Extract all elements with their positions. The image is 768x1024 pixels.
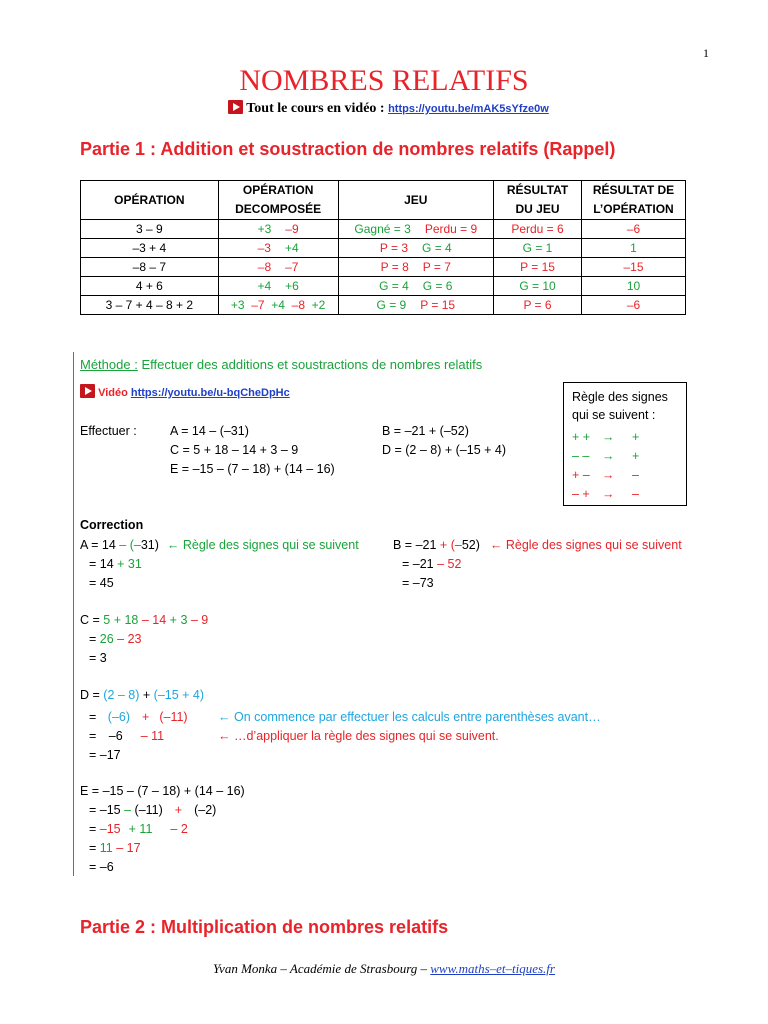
rule-item	[572, 466, 639, 485]
method-video-link[interactable]: https://youtu.be/u-bqCheDpHc	[130, 387, 290, 399]
correction-e-line	[89, 822, 188, 836]
decomposed-cell	[218, 220, 338, 239]
table-header-row	[81, 181, 686, 220]
rule-item	[572, 428, 639, 447]
methode-text: Effectuer des additions et soustractions de nombres relatifs	[137, 357, 483, 372]
page-number: 1	[703, 46, 709, 60]
expr-part: B = –21	[393, 538, 440, 552]
expr-part: + 31	[117, 557, 142, 571]
rule-arrow: →	[602, 449, 615, 463]
correction-a-line	[89, 557, 142, 571]
game-cell	[338, 277, 493, 296]
op-cell: –3 + 4	[81, 239, 219, 258]
game-result-cell: P = 6	[494, 296, 582, 315]
table-row	[81, 239, 686, 258]
method-video-line	[80, 384, 290, 399]
expr-part: +	[174, 803, 183, 817]
expr-part: – 52	[437, 557, 462, 571]
correction-b-line	[393, 538, 682, 552]
decomposed-term: –7	[251, 298, 265, 312]
expr-part: (–6)	[107, 710, 131, 724]
footer-link[interactable]: www.maths–et–tiques.fr	[430, 961, 555, 976]
op-cell: 4 + 6	[81, 277, 219, 296]
rule-result: +	[632, 449, 640, 463]
expr-part: + 3	[166, 613, 188, 627]
correction-b-line: = –73	[402, 576, 434, 590]
game-result-cell: G = 10	[494, 277, 582, 296]
expr-part: –6	[108, 729, 123, 743]
expr-part: D =	[80, 688, 104, 702]
game-result-cell: Perdu = 6	[494, 220, 582, 239]
exercise-e: E = –15 – (7 – 18) + (14 – 16)	[170, 462, 335, 476]
rule-arrow: →	[602, 430, 615, 444]
expr-part: (–15 + 4)	[153, 688, 205, 702]
rule-result: –	[632, 487, 639, 501]
correction-c-line	[89, 632, 142, 646]
correction-b-line	[402, 557, 461, 571]
sign-rule-box	[563, 382, 687, 506]
correction-a-line: = 45	[89, 576, 114, 590]
play-video-icon[interactable]	[228, 100, 243, 114]
correction-d-line: = –17	[89, 748, 121, 762]
game-term: P = 8	[380, 260, 409, 274]
partie1-heading: Partie 1 : Addition et soustraction de nombres relatifs (Rappel)	[80, 139, 616, 159]
course-video-line	[228, 100, 549, 117]
expr-part: 5 + 18	[103, 613, 139, 627]
game-term: P = 3	[379, 241, 409, 255]
expr-part: =	[89, 729, 100, 743]
expr-part: (–11)	[159, 710, 188, 724]
correction-e-line	[89, 841, 141, 855]
rule-arrow: →	[602, 487, 615, 501]
rule-signs: + –	[572, 468, 590, 482]
game-term: G = 4	[422, 241, 452, 255]
game-cell	[338, 239, 493, 258]
expr-part: – 17	[112, 841, 141, 855]
decomposed-term: –9	[285, 222, 299, 236]
exercise-b: B = –21 + (–52)	[382, 424, 469, 438]
header-resultat-jeu: RÉSULTAT DU JEU	[494, 181, 582, 220]
d-note-parentheses: ← On commence par effectuer les calculs entre parenthèses avant…	[218, 710, 601, 724]
decomposed-cell	[218, 258, 338, 277]
decomposed-cell	[218, 277, 338, 296]
game-cell	[338, 258, 493, 277]
operation-result-cell: –6	[582, 220, 686, 239]
expr-part: 52)	[461, 538, 480, 552]
header-operation: OPÉRATION	[81, 181, 219, 220]
expr-part: – 2	[170, 822, 188, 836]
decomposed-term: –3	[257, 241, 271, 255]
op-cell: 3 – 7 + 4 – 8 + 2	[81, 296, 219, 315]
expr-part: (2 – 8)	[103, 688, 140, 702]
decomposed-term: +2	[311, 298, 326, 312]
expr-part: – (–	[119, 538, 141, 552]
rule-item	[572, 447, 639, 466]
methode-bar	[73, 352, 74, 876]
page-title: NOMBRES RELATIFS	[239, 64, 529, 97]
method-video-label: Vidéo	[98, 387, 131, 399]
rule-signs: + +	[572, 430, 591, 444]
expr-part: (–2)	[194, 803, 217, 817]
footer-text: Yvan Monka – Académie de Strasbourg –	[213, 961, 431, 976]
rule-arrow: →	[602, 468, 615, 482]
decomposed-term: +4	[257, 279, 272, 293]
decomposed-cell	[218, 296, 338, 315]
expr-part: 31)	[140, 538, 159, 552]
expr-part: =	[89, 822, 100, 836]
rule-item	[572, 485, 639, 504]
rule-box-title-line: Règle des signes	[572, 390, 668, 404]
op-cell: –8 – 7	[81, 258, 219, 277]
game-term: G = 9	[376, 298, 407, 312]
game-cell	[338, 296, 493, 315]
expr-part: + 11	[128, 822, 153, 836]
decomposed-term: –8	[257, 260, 272, 274]
expr-part: = 14	[89, 557, 118, 571]
expr-part: = –15	[89, 803, 125, 817]
game-term: G = 4	[379, 279, 409, 293]
correction-title: Correction	[80, 518, 144, 532]
operations-table	[80, 180, 686, 315]
operation-result-cell: 1	[582, 239, 686, 258]
rule-box-title-line: qui se suivent :	[572, 408, 656, 422]
expr-part: +	[139, 688, 154, 702]
correction-e-line: = –6	[89, 860, 114, 874]
expr-part: –	[124, 803, 132, 817]
course-video-label: Tout le cours en vidéo :	[246, 101, 389, 116]
expr-part: + (–	[439, 538, 462, 552]
expr-part: =	[89, 710, 100, 724]
correction-d-line	[89, 710, 188, 724]
decomposed-term: +4	[284, 241, 299, 255]
decomposed-term: +3	[257, 222, 272, 236]
d-note-sign-rule: ← …d’appliquer la règle des signes qui se suivent.	[218, 729, 499, 743]
rule-signs: – –	[572, 449, 590, 463]
decomposed-term: +4	[271, 298, 285, 312]
header-jeu: JEU	[338, 181, 493, 220]
game-result-cell: G = 1	[494, 239, 582, 258]
expr-part: 11	[99, 841, 113, 855]
exercise-d: D = (2 – 8) + (–15 + 4)	[382, 443, 507, 457]
expr-part: A = 14	[80, 538, 120, 552]
rule-result: +	[632, 430, 640, 444]
expr-part: –15	[99, 822, 121, 836]
header-operation-decomposee: OPÉRATION DECOMPOSÉE	[218, 181, 338, 220]
expr-part: – 9	[187, 613, 209, 627]
game-term: G = 6	[422, 279, 453, 293]
exercise-label: Effectuer :	[80, 424, 137, 438]
game-term: P = 15	[420, 298, 456, 312]
table-row	[81, 220, 686, 239]
game-result-cell: P = 15	[494, 258, 582, 277]
methode-label: Méthode :	[80, 357, 138, 372]
decomposed-cell	[218, 239, 338, 258]
exercise-a: A = 14 – (–31)	[170, 424, 249, 438]
correction-d-line	[80, 688, 204, 702]
game-term: Gagné = 3	[354, 222, 411, 236]
rule-list	[572, 428, 639, 504]
footer	[0, 961, 768, 977]
expr-part: – 23	[113, 632, 142, 646]
expr-part: =	[89, 841, 100, 855]
expr-part: – 14	[138, 613, 167, 627]
course-video-link[interactable]: https://youtu.be/mAK5sYfze0w	[388, 103, 549, 115]
rule-box-title	[572, 388, 668, 424]
op-cell: 3 – 9	[81, 220, 219, 239]
expr-part: =	[89, 632, 100, 646]
expr-part: +	[142, 710, 150, 724]
expr-part: – 11	[140, 729, 165, 743]
correction-d-line	[89, 729, 164, 743]
decomposed-term: –8	[291, 298, 305, 312]
expr-part: C =	[80, 613, 104, 627]
play-video-icon[interactable]	[80, 384, 95, 398]
expr-part: = –21	[402, 557, 438, 571]
expr-part: (–11)	[131, 803, 163, 817]
expr-part: 26	[99, 632, 114, 646]
methode-title	[80, 357, 482, 372]
rule-result: –	[632, 468, 639, 482]
operation-result-cell: 10	[582, 277, 686, 296]
table-row	[81, 277, 686, 296]
game-cell	[338, 220, 493, 239]
correction-e-line	[89, 803, 216, 817]
decomposed-term: +3	[230, 298, 245, 312]
correction-a-line	[80, 538, 359, 552]
correction-c-line	[80, 613, 208, 627]
table-row	[81, 296, 686, 315]
decomposed-term: +6	[285, 279, 299, 293]
rule-signs: – +	[572, 487, 590, 501]
correction-e-line: E = –15 – (7 – 18) + (14 – 16)	[80, 784, 245, 798]
operation-result-cell: –15	[582, 258, 686, 277]
sign-rule-note: ← Règle des signes qui se suivent	[166, 538, 359, 552]
correction-c-line: = 3	[89, 651, 107, 665]
decomposed-term: –7	[285, 260, 299, 274]
sign-rule-note: ← Règle des signes qui se suivent	[489, 538, 682, 552]
partie2-heading: Partie 2 : Multiplication de nombres relatifs	[80, 917, 449, 937]
exercise-c: C = 5 + 18 – 14 + 3 – 9	[170, 443, 299, 457]
operation-result-cell: –6	[582, 296, 686, 315]
header-resultat-operation: RÉSULTAT DE L’OPÉRATION	[582, 181, 686, 220]
game-term: P = 7	[422, 260, 451, 274]
table-row	[81, 258, 686, 277]
game-term: Perdu = 9	[424, 222, 478, 236]
